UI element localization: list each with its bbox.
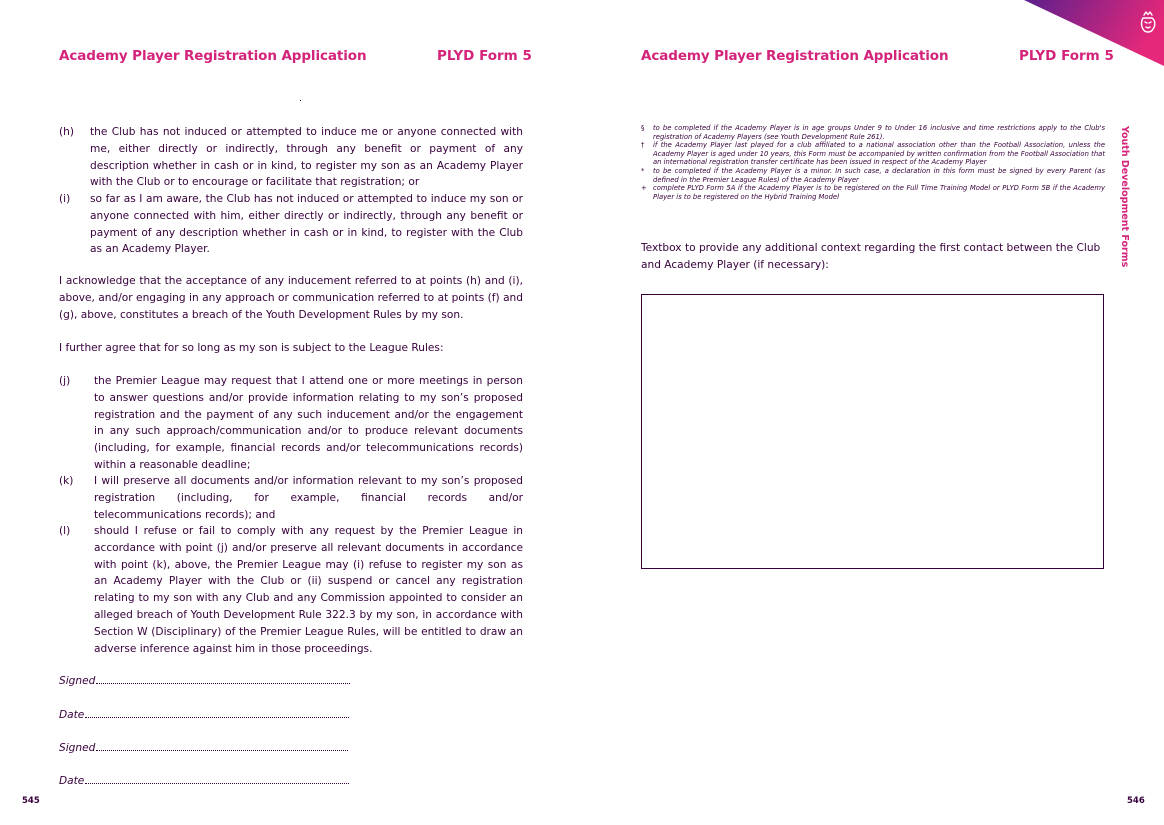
clause-k-text: I will preserve all documents and/or information relevant to my son’s proposed registration (including, for example, financial records and/or telecommunications records); and bbox=[94, 475, 523, 521]
clause-l-label: (l) bbox=[59, 525, 71, 537]
left-header-title: Academy Player Registration Application bbox=[59, 48, 367, 64]
clause-h-label: (h) bbox=[59, 126, 74, 138]
right-form-label: PLYD Form 5 bbox=[1019, 48, 1114, 64]
clause-k bbox=[59, 473, 523, 523]
signed-label-2: Signed bbox=[59, 742, 96, 754]
further-agree-paragraph: I further agree that for so long as my son is subject to the League Rules: bbox=[59, 342, 444, 354]
footnote-dagger bbox=[641, 141, 1105, 167]
right-page-number: 546 bbox=[1127, 796, 1145, 806]
clause-h-text: the Club has not induced or attempted to induce me or anyone connected with me, either directly or indirectly, through any benefit or payment of any description whether in cash or in kind, to register my son as an Academy Player with the Club or to encourage or facilitate that registration; or bbox=[90, 126, 523, 189]
clause-k-label: (k) bbox=[59, 475, 74, 487]
signature-field-1[interactable] bbox=[96, 674, 350, 684]
footnote-text: if the Academy Player last played for a club affiliated to a national association other than the Football Association, unless the Academy Player is aged under 10 years, this Form must be accompanied by written confirmation from the Football Association that an international registration transfer certificate has been issued in respect of the Academy Player bbox=[653, 141, 1105, 167]
date-label-1: Date bbox=[59, 709, 85, 721]
date-line-2[interactable] bbox=[59, 774, 349, 787]
footnote-symbol: * bbox=[641, 166, 645, 175]
footnote-text: to be completed if the Academy Player is a minor. In such case, a declaration in this form must be signed by every Parent (as defined in the Premier League Rules) of the Academy Player bbox=[653, 166, 1105, 184]
footnote-symbol: § bbox=[641, 124, 645, 132]
acknowledge-paragraph: I acknowledge that the acceptance of any inducement referred to at points (h) and (i), above, and/or engaging in any approach or communication referred to at points (f) and (g), above, constitutes a breach of the Youth Development Rules by my son. bbox=[59, 275, 523, 321]
signed-label-1: Signed bbox=[59, 675, 96, 687]
clause-l-text: should I refuse or fail to comply with any request by the Premier League in accordance with point (j) and/or preserve all relevant documents in accordance with point (k), above, the Premier League may (i) refuse to register my son as an Academy Player with the Club or (ii) suspend or cancel any registration relating to my son with any Club and any Commission appointed to consider an alleged breach of Youth Development Rule 322.3 by my son, in accordance with Section W (Disciplinary) of the Premier League Rules, will be entitled to draw an adverse inference against him in those proceedings. bbox=[94, 525, 523, 655]
signature-line-1[interactable] bbox=[59, 674, 350, 687]
footnote-text: to be completed if the Academy Player is in age groups Under 9 to Under 16 inclusive and time restrictions apply to the Club's registration of Academy Players (see Youth Development Rule 261). bbox=[653, 124, 1105, 141]
clause-j-label: (j) bbox=[59, 375, 71, 387]
footnote-text: complete PLYD Form 5A if the Academy Player is to be registered on the Full Time Training Model or PLYD Form 5B if the Academy Player is to be registered on the Hybrid Training Model bbox=[653, 184, 1105, 201]
date-field-2[interactable] bbox=[85, 774, 349, 784]
youth-development-forms-label: Youth Development Forms bbox=[1119, 126, 1130, 268]
context-prompt: Textbox to provide any additional context regarding the first contact between the Club and Academy Player (if necessary): bbox=[641, 242, 1101, 271]
signature-field-2[interactable] bbox=[96, 741, 348, 751]
left-form-label: PLYD Form 5 bbox=[437, 48, 532, 64]
stray-dot bbox=[300, 100, 301, 101]
clause-j-text: the Premier League may request that I attend one or more meetings in person to answer questions and/or provide information relating to my son’s proposed registration and the payment of any such inducement and/or the engagement in any such approach/communication and/or to produce relevant documents (including, for example, financial records and/or telecommunications records) within a reasonable deadline; bbox=[94, 375, 523, 471]
clause-i bbox=[59, 191, 523, 258]
clause-j bbox=[59, 373, 523, 474]
footnote-symbol: + bbox=[641, 184, 647, 193]
clause-i-text: so far as I am aware, the Club has not induced or attempted to induce my son or anyone connected with him, either directly or indirectly, through any benefit or payment of any description whether in cash or in kind, to register with the Club as an Academy Player. bbox=[90, 193, 523, 256]
date-field-1[interactable] bbox=[85, 708, 349, 718]
signature-line-2[interactable] bbox=[59, 741, 348, 754]
footnote-section bbox=[641, 124, 1105, 141]
footnote-plus bbox=[641, 184, 1105, 201]
footnote-symbol: † bbox=[641, 141, 645, 150]
clause-l bbox=[59, 523, 523, 657]
date-label-2: Date bbox=[59, 775, 85, 787]
footnote-asterisk bbox=[641, 167, 1105, 184]
clause-i-label: (i) bbox=[59, 193, 71, 205]
right-header-title: Academy Player Registration Application bbox=[641, 48, 949, 64]
footnotes bbox=[641, 124, 1105, 201]
clause-h bbox=[59, 124, 523, 191]
date-line-1[interactable] bbox=[59, 708, 349, 721]
left-page-number: 545 bbox=[22, 796, 40, 806]
additional-context-textbox[interactable] bbox=[641, 294, 1104, 569]
